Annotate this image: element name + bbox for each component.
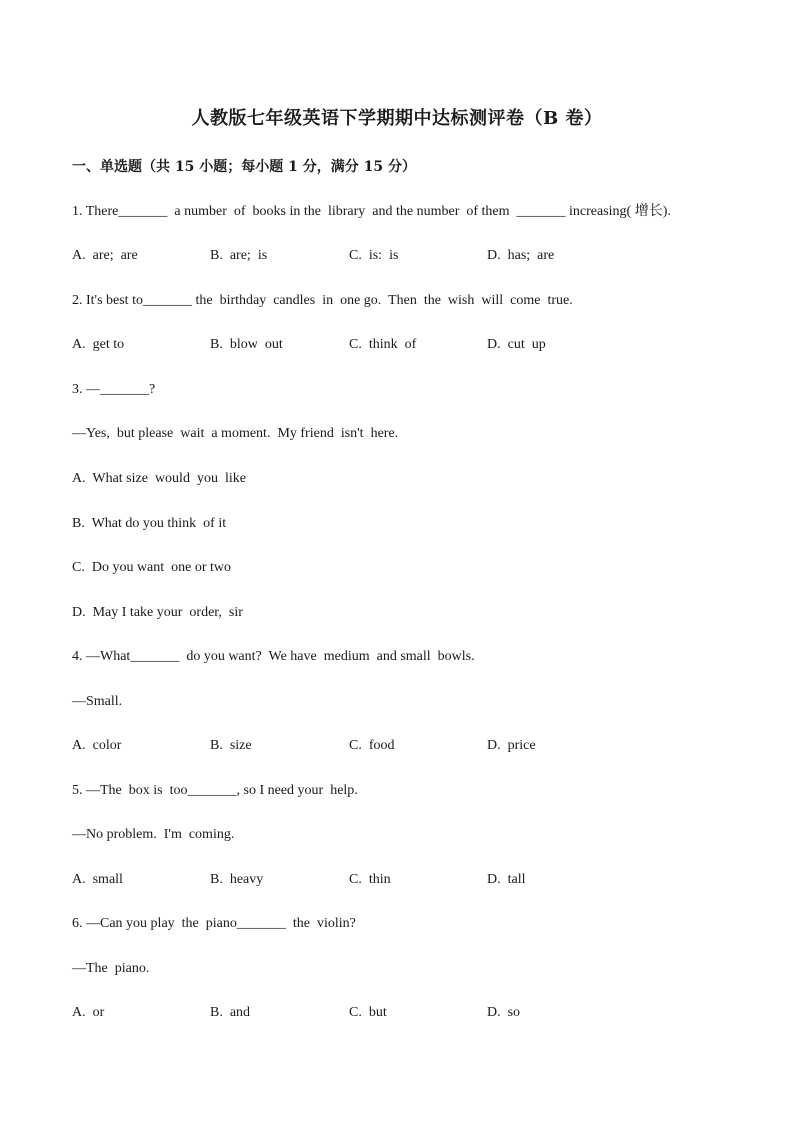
- option-b[interactable]: B. and: [210, 1005, 251, 1020]
- question-5-options: [72, 871, 712, 889]
- option-c[interactable]: C. think of: [349, 337, 417, 352]
- question-5-reply: —No problem. I'm coming.: [72, 827, 235, 842]
- question-6-reply: —The piano.: [72, 961, 150, 976]
- option-b[interactable]: B. What do you think of it: [72, 516, 227, 531]
- page-title: 人教版七年级英语下学期期中达标测评卷（B 卷）: [191, 108, 603, 129]
- option-d[interactable]: D. has; are: [487, 248, 555, 263]
- option-a[interactable]: A. What size would you like: [72, 471, 246, 486]
- question-4-reply: —Small.: [72, 694, 123, 709]
- question-6-options: [72, 1004, 712, 1022]
- question-3-stem: 3. —_______?: [72, 382, 156, 397]
- question-1-options: [72, 247, 712, 265]
- question-6-stem: 6. —Can you play the piano_______ the violin?: [72, 916, 356, 931]
- option-c[interactable]: C. thin: [349, 872, 391, 887]
- question-3-reply: —Yes, but please wait a moment. My friend isn't here.: [72, 426, 399, 441]
- option-d[interactable]: D. price: [487, 738, 536, 753]
- option-d[interactable]: D. May I take your order, sir: [72, 605, 243, 620]
- option-b[interactable]: B. blow out: [210, 337, 283, 352]
- question-4-stem: 4. —What_______ do you want? We have medium and small bowls.: [72, 649, 475, 664]
- option-c[interactable]: C. but: [349, 1005, 387, 1020]
- question-4-options: [72, 737, 712, 755]
- option-c[interactable]: C. is: is: [349, 248, 399, 263]
- question-5-stem: 5. —The box is too_______, so I need your help.: [72, 783, 358, 798]
- question-2-stem: 2. It's best to_______ the birthday candles in one go. Then the wish will come true.: [72, 293, 573, 308]
- section-heading: 一、单选题（共 15 小题；每小题 1 分，满分 15 分）: [72, 159, 416, 175]
- option-d[interactable]: D. tall: [487, 872, 526, 887]
- option-b[interactable]: B. heavy: [210, 872, 264, 887]
- option-b[interactable]: B. are; is: [210, 248, 268, 263]
- question-2-options: [72, 336, 712, 354]
- option-d[interactable]: D. so: [487, 1005, 521, 1020]
- option-a[interactable]: A. get to: [72, 337, 125, 352]
- option-a[interactable]: A. small: [72, 872, 123, 887]
- question-1-stem: 1. There_______ a number of books in the library and the number of them _______ increasing( 增长).: [72, 204, 671, 219]
- option-d[interactable]: D. cut up: [487, 337, 546, 352]
- option-b[interactable]: B. size: [210, 738, 252, 753]
- option-a[interactable]: A. are; are: [72, 248, 138, 263]
- option-c[interactable]: C. Do you want one or two: [72, 560, 232, 575]
- option-a[interactable]: A. color: [72, 738, 122, 753]
- option-c[interactable]: C. food: [349, 738, 395, 753]
- option-a[interactable]: A. or: [72, 1005, 105, 1020]
